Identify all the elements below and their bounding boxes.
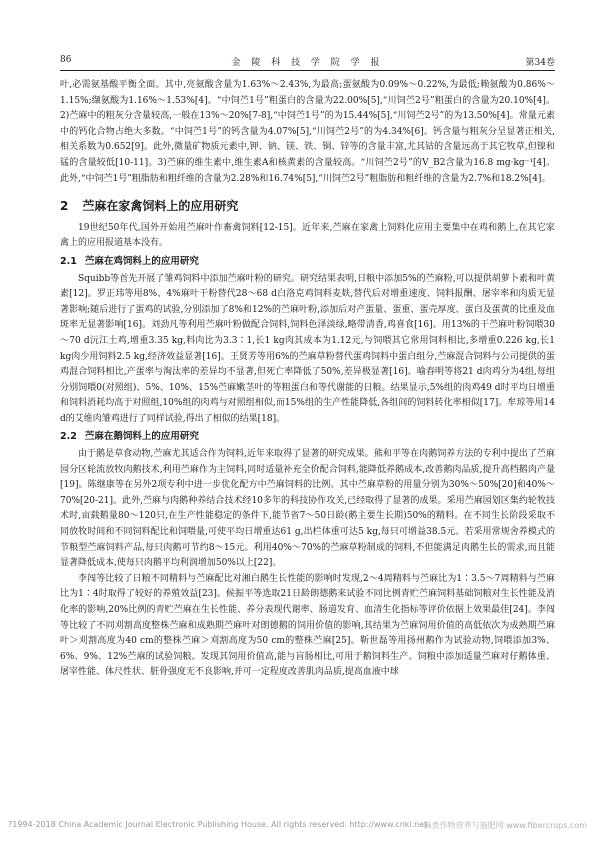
article-body [60,78,555,681]
subsection-title: 苎麻在鸡饲料上的应用研究 [84,255,199,267]
volume-label: 第34卷 [525,58,555,68]
subsection-number: 2.2 [60,431,77,443]
cnki-link[interactable]: http://www.cnki.net [349,820,428,829]
paragraph-continued: 叶,必需氨基酸平衡全面。其中,亮氨酸含量为1.63%～2.43%,为最高;蛋氨酸为0.09%～0.22%,为最低;赖氨酸为0.86%～1.15%;缬氨酸为1.16%～1.53%[4]。“中饲苎1号”粗蛋白的含量为22.00%[5],“川饲苎2号”粗蛋白的含量为20.10%[4]。2)苎麻中的粗灰分含量较高,一般在13%～20%[7-8],“中饲苎1号”的为15.44%[5],“川饲苎2号”的为13.50%[4]。常量元素中的钙化合物占绝大多数。“中饲苎1号”的钙含量为4.07%[5],“川饲苎2号”的为4.34%[6]。钙含量与粗灰分呈显著正相关,相关系数为0.652[9]。此外,微量矿物质元素中,钾、钠、镁、铁、铜、锌等的含量丰富,尤其钴的含量远高于其它牧草,但镍和锰的含量较低[10-11]。3)苎麻的维生素中,维生素A和核黄素的含量较高。“川饲苎2号”的V_B2含量为16.8 mg·kg⁻¹[4]。此外,“中饲苎1号”粗脂肪和粗纤维的含量为2.28%和16.74%[5],“川饲苎2号”粗脂肪和粗纤维的含量为2.7%和18.2%[4]。 [60,80,555,184]
section-title: 苎麻在家禽饲料上的应用研究 [82,199,239,214]
copyright-text: ?1994-2018 China Academic Journal Electronic Publishing House. All rights reserved. [8,820,347,829]
subsection-heading-2-2 [60,429,555,445]
paragraph-goose-feed-1: 由于鹅是草食动物,苎麻尤其适合作为饲料,近年来取得了显著的研究成果。熊和平等在肉鹅饲养方法的专利中提出了苎麻园分区轮流放牧肉鹅技术,利用苎麻作为主饲料,同时适量补充全价配合饲料,能降低养鹅成本,改善鹅肉品质,提升高档鹅肉产量[19]。陈继康等在另外2项专利中进一步优化配方中苎麻饲料的比例。其中苎麻草粉的用量分别为30%～50%[20]和40%～70%[20-21]。此外,苎麻与肉鹅种养结合技术经10多年的科技协作攻关,已经取得了显著的成果。采用苎麻园划区集约轮牧技术时,亩载鹅量80～120只,在生产性能稳定的条件下,能节省7～50日龄(鹅主要生长期)50%的精料。在不同生长阶段采取不同放牧时间和不同饲料配比和饲喂量,可使平均日增重达61 g,出栏体重可达5 kg,每只可增益38.5元。若采用常规舍养模式的节粮型苎麻饲料产品,每只肉鹅可节约8～15元。利用40%～70%的苎麻草粉制成的饲料,不但能满足肉鹅生长的需求,而且能显著降低成本,使每只肉鹅平均利润增加50%以上[22]。 [60,449,555,569]
paragraph-chicken-feed: Squibb等首先开展了雏鸡饲料中添加苎麻叶粉的研究。研究结果表明,日粮中添加5%的苎麻粉,可以提供胡萝卜素和叶黄素[12]。罗正玮等用8%、4%麻叶干粉替代28～68 d白洛克鸡饲料麦麸,替代后对增重速度、饲料报酬、屠宰率和肉质无显著影响;随后进行了蛋鸡的试验,分别添加了8%和12%的苎麻叶粉,添加后对产蛋量、蛋重、蛋壳厚度、蛋白及蛋黄的比重及血斑率无显著影响[16]。刘劲凡等利用苎麻叶粉做配合饲料,饲料色泽淡绿,略带清香,鸡喜食[16]。用13%的干苎麻叶粉饲喂30～70 d沅江土鸡,增重3.35 kg,料肉比为3.3∶1,长1 kg肉其成本为1.12元,与饲喂其它常用饲料相比,多增重0.226 kg,长1 kg肉少用饲料2.5 kg,经济效益显著[16]。王贤芳等用6%的苎麻草粉替代蛋鸡饲料中蛋白组分,苎麻混合饲料与公司提供的蛋鸡混合饲料相比,产蛋率与淘汰率的差异均不显著,但死亡率降低了50%,差异极显著[16]。喻春明等将21 d肉鸡分为4组,每组分别饲喂0(对照组)、5%、10%、15%苎麻嫩茎叶的等粗蛋白和等代谢能的日粮。结果显示,5%组的肉鸡49 d时平均日增重和饲料消耗均高于对照组,10%组的肉鸡与对照组相似,而15%组的生产性能降低,各组间的饲料转化率相似[17]。牟琼等用14 d的艾维肉雏鸡进行了同样试验,得出了相似的结果[18]。 [60,273,555,424]
page-number: 86 [60,55,72,65]
section-heading-2 [60,199,555,215]
running-header [60,55,555,69]
copyright-notice [8,820,427,829]
subsection-title: 苎麻在鹅饲料上的应用研究 [84,431,199,443]
section-2-intro: 19世纪50年代,国外开始用苎麻叶作畜禽饲料[12-15]。近年来,苎麻在家禽上饲料化应用主要集中在鸡和鹅上,在其它家禽上的应用报道基本没有。 [60,222,555,249]
subsection-heading-2-1 [60,254,555,270]
section-number: 2 [60,199,69,214]
watermark-text: 麻类作物营养与施肥网 www.fibercrops.com [423,821,587,830]
header-rule [60,70,555,71]
paragraph-goose-feed-2: 李闯等比较了日粮不同精料与苎麻配比对湘白鹅生长性能的影响时发现,2～4周精料与苎麻比为1∶3.5～7周精料与苎麻比为1∶4时取得了较好的养殖效益[23]。候振平等选取21日龄朗德鹅来试验不同比例青贮苎麻饲料基础饲粮对生长性能及消化率的影响,20%比例的青贮苎麻在生长性能、养分表现代谢率、肠道发育、血清生化指标等评价依据上效果最佳[24]。李闯等比较了不同刈割高度整株苎麻和成熟期苎麻叶对朗德鹅的饲用价值的影响,其结果为苎麻饲用价值的高低依次为成熟期苎麻叶＞刈割高度为40 cm的整株苎麻＞刈割高度为50 cm的整株苎麻[25]。靳世磊等用扬州鹅作为试验动物,饲喂添加3%、6%、9%、12%苎麻的试验饲粮。发现其饲用价值高,能与盲肠相比,可用于鹅饲料生产。饲粮中添加适量苎麻对仔鹅体重、屠宰性能、体尺性状、脏骨强度无不良影响,并可一定程度改善肌肉品质,提高血液中球 [60,573,555,678]
subsection-number: 2.1 [60,255,77,267]
journal-title: 金 陵 科 技 学 院 学 报 [231,58,384,68]
